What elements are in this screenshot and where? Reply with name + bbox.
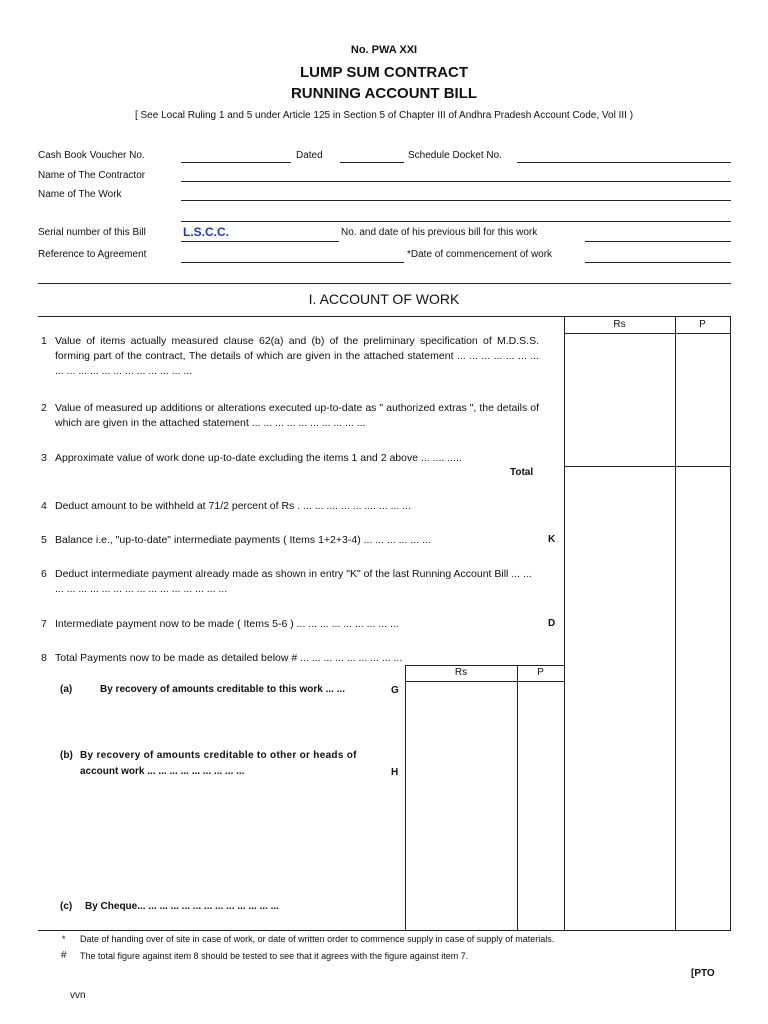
marker-h: H bbox=[391, 767, 399, 778]
sub-column-rs: Rs bbox=[454, 667, 468, 678]
marker-g: G bbox=[391, 685, 399, 696]
item-number: 8 bbox=[41, 652, 47, 664]
table-header-rule bbox=[564, 333, 730, 334]
footnote-star: Date of handing over of site in case of work, or date of written order to commence supply in case of supply of materials. bbox=[80, 934, 555, 944]
section-title: I. ACCOUNT OF WORK bbox=[308, 291, 460, 307]
work-field[interactable] bbox=[181, 200, 731, 201]
footer-mark: vvn bbox=[70, 990, 86, 1001]
cash-book-field[interactable] bbox=[181, 162, 291, 163]
schedule-docket-label: Schedule Docket No. bbox=[408, 150, 502, 161]
form-subtitle: RUNNING ACCOUNT BILL bbox=[290, 85, 478, 102]
table-top-rule bbox=[38, 316, 731, 317]
ruling-note: [ See Local Ruling 1 and 5 under Article 125 in Section 5 of Chapter III of Andhra Pradesh Account Code, Vol III ) bbox=[134, 110, 634, 121]
dated-label: Dated bbox=[296, 150, 323, 161]
list-item bbox=[41, 533, 539, 549]
total-label: Total bbox=[510, 467, 534, 478]
item-number: 7 bbox=[41, 618, 47, 630]
item-number: 1 bbox=[41, 335, 47, 347]
commencement-label: *Date of commencement of work bbox=[407, 249, 553, 260]
list-item bbox=[41, 334, 539, 380]
form-number: No. PWA XXI bbox=[350, 44, 418, 56]
list-item bbox=[41, 451, 539, 467]
agreement-field[interactable] bbox=[181, 262, 404, 263]
sub-item-c-text: By Cheque... ... ... ... ... ... ... ... ... ... ... ... ... bbox=[85, 901, 279, 912]
sub-item-b-label: (b) bbox=[60, 750, 73, 761]
item-text: Balance i.e., "up-to-date" intermediate payments ( Items 1+2+3-4) ... ... ... ... ... ... bbox=[55, 534, 431, 546]
contractor-label: Name of The Contractor bbox=[38, 170, 146, 181]
serial-field[interactable] bbox=[181, 241, 339, 242]
column-p: P bbox=[699, 319, 706, 330]
list-item bbox=[41, 499, 539, 515]
item-text: Value of measured up additions or alterations executed up-to-date as " authorized extras ", the details of which are given in the attached statement ... ... ... ... ... ... ... ... ... ... bbox=[55, 402, 539, 429]
form-title: LUMP SUM CONTRACT bbox=[299, 64, 469, 81]
item-number: 5 bbox=[41, 534, 47, 546]
rs-column-left bbox=[564, 316, 565, 930]
sub-column-left bbox=[405, 665, 406, 930]
list-item bbox=[41, 401, 539, 431]
footnote-star-mark: * bbox=[62, 934, 66, 944]
item-text: Approximate value of work done up-to-date excluding the items 1 and 2 above ... .... ..... bbox=[55, 452, 462, 464]
list-item bbox=[41, 617, 539, 633]
item-number: 6 bbox=[41, 568, 47, 580]
sub-column-p: P bbox=[537, 667, 544, 678]
item-text: Deduct intermediate payment already made as shown in entry "K" of the last Running Account Bill ... ... ... ... ... ... ... ... ... ... ... ... ... ... ... ... ... bbox=[55, 568, 532, 595]
rs-column-right bbox=[675, 316, 676, 930]
work-label: Name of The Work bbox=[38, 189, 122, 200]
list-item bbox=[41, 567, 539, 597]
item-text: Deduct amount to be withheld at 71/2 percent of Rs . ... ... .... ... ... .... ... ... ... bbox=[55, 500, 412, 512]
commencement-field[interactable] bbox=[585, 262, 731, 263]
sub-item-b-text2: account work ... ... ... ... ... ... ... ... ... bbox=[80, 766, 245, 777]
work-field-line2[interactable] bbox=[181, 221, 731, 222]
sub-table-top bbox=[405, 665, 564, 666]
item-text: Total Payments now to be made as detailed below # ... ... ... ... ... ... ... ... ... bbox=[55, 652, 403, 664]
serial-value: L.S.C.C. bbox=[183, 225, 230, 239]
item-text: Intermediate payment now to be made ( Items 5-6 ) ... ... ... ... ... ... ... ... ... bbox=[55, 618, 399, 630]
item-number: 3 bbox=[41, 452, 47, 464]
previous-bill-field[interactable] bbox=[585, 241, 731, 242]
footnote-hash-mark: # bbox=[61, 950, 67, 961]
total-rule bbox=[564, 466, 730, 467]
sub-table-header-rule bbox=[405, 681, 564, 682]
sub-column-mid bbox=[517, 665, 518, 930]
sub-item-a-label: (a) bbox=[60, 684, 73, 695]
previous-bill-label: No. and date of his previous bill for this work bbox=[341, 227, 538, 238]
marker-d: D bbox=[548, 618, 556, 629]
marker-k: K bbox=[548, 534, 556, 545]
sub-item-c-label: (c) bbox=[60, 901, 73, 912]
item-number: 4 bbox=[41, 500, 47, 512]
schedule-docket-field[interactable] bbox=[517, 162, 731, 163]
column-rs: Rs bbox=[613, 319, 626, 330]
sub-item-a-text: By recovery of amounts creditable to this work ... ... bbox=[100, 684, 346, 695]
cash-book-label: Cash Book Voucher No. bbox=[38, 150, 145, 161]
contractor-field[interactable] bbox=[181, 181, 731, 182]
serial-label: Serial number of this Bill bbox=[38, 227, 146, 238]
pto-mark: [PTO bbox=[691, 968, 715, 979]
footnote-hash: The total figure against item 8 should be tested to see that it agrees with the figure against item 7. bbox=[80, 951, 469, 961]
table-bottom-rule bbox=[38, 930, 731, 931]
p-column-right bbox=[730, 316, 731, 930]
dated-field[interactable] bbox=[340, 162, 404, 163]
item-text: Value of items actually measured clause 62(a) and (b) of the preliminary specification of M.D.S.S. forming part of the contract, The details of which are given in the attached statement ... ... ... ... ... ... ... ... ... ... ... ... ... ... ... ... ... ... ... bbox=[55, 335, 539, 377]
agreement-label: Reference to Agreement bbox=[38, 249, 147, 260]
sub-item-b-text: By recovery of amounts creditable to other or heads of bbox=[80, 750, 357, 761]
item-number: 2 bbox=[41, 402, 47, 414]
section-divider bbox=[38, 283, 731, 284]
